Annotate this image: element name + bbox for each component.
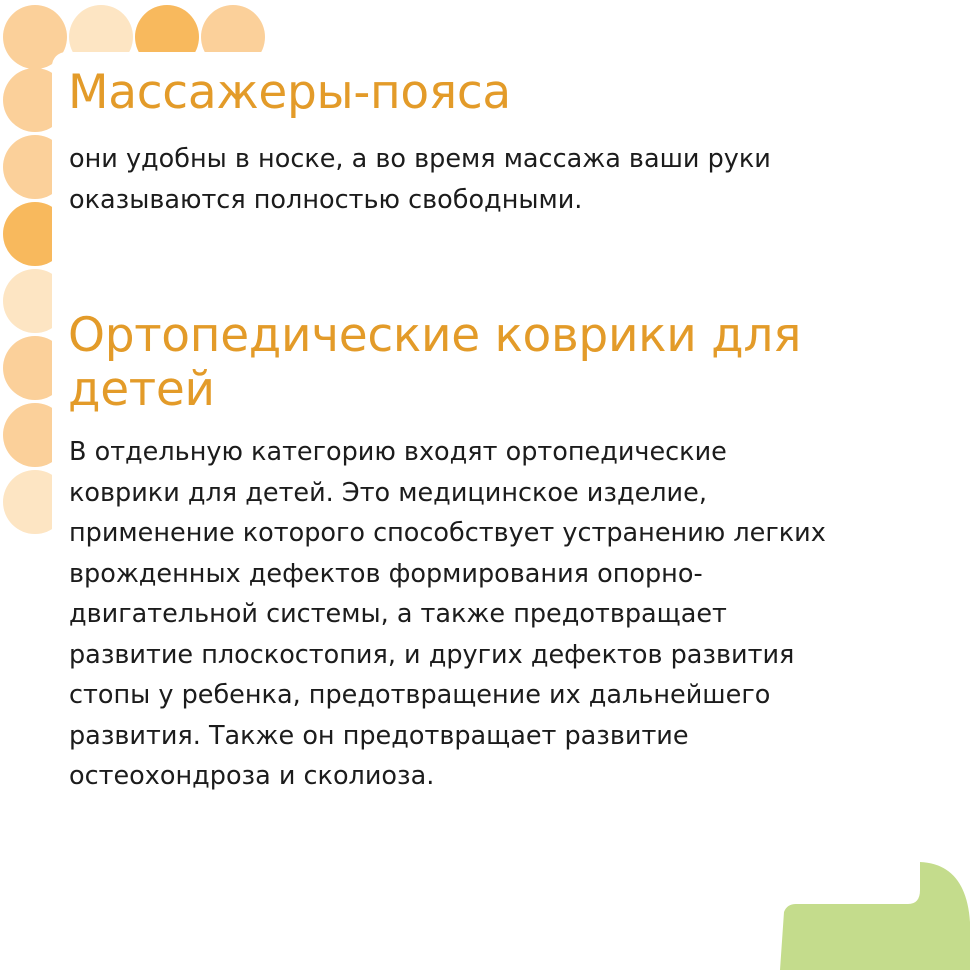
section2-text — [69, 432, 826, 797]
section2-line: стопы у ребенка, предотвращение их дальнейшего — [69, 680, 771, 710]
section2-line: развития. Также он предотвращает развитие — [69, 720, 689, 751]
section2-title-line: детей — [68, 362, 215, 417]
decor-green-shape — [780, 860, 970, 970]
section2-line: двигательной системы, а также предотвращает — [69, 599, 727, 629]
section2-line: врожденных дефектов формирования опорно- — [69, 558, 703, 589]
section1-text — [69, 139, 771, 220]
section1-line: они удобны в носке, а во время массажа ваши руки — [69, 144, 771, 174]
section2-line: В отдельную категорию входят ортопедические — [69, 437, 727, 467]
section1-title: Массажеры-пояса — [68, 65, 511, 120]
section2-line: развитие плоскостопия, и других дефектов развития — [69, 639, 795, 670]
section1-line: оказываются полностью свободными. — [69, 184, 583, 215]
section2-line: применение которого способствует устранению легких — [69, 518, 826, 548]
section2-title-line: Ортопедические коврики для — [68, 308, 802, 363]
section2-line: коврики для детей. Это медицинское изделие, — [69, 477, 707, 508]
section2-title — [68, 309, 801, 417]
section2-line: остеохондроза и сколиоза. — [69, 761, 435, 791]
